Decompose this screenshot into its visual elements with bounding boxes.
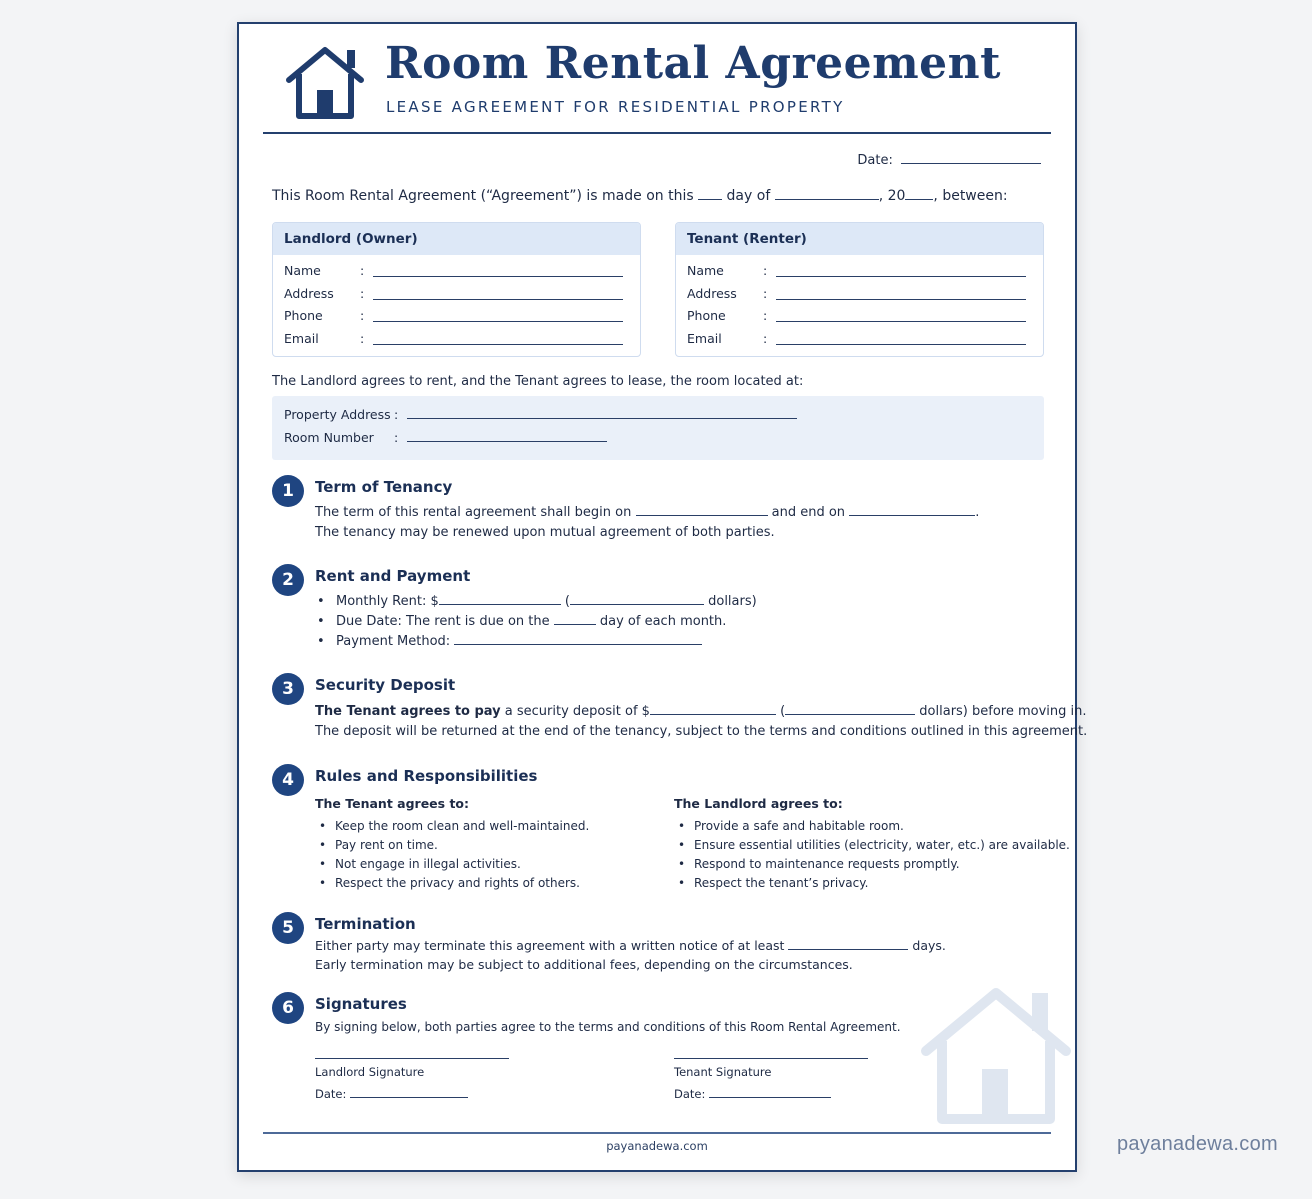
list-item: • Ensure essential utilities (electricity, water, etc.) are available. — [674, 836, 1070, 855]
day-field[interactable] — [698, 188, 722, 200]
tenant-signature-block — [674, 1058, 868, 1101]
tenant-date-label: Date: — [674, 1087, 706, 1101]
intro-text-4: , between: — [933, 188, 1008, 204]
colon: : — [394, 430, 399, 445]
room-number-row — [284, 430, 399, 445]
section-termination — [272, 912, 1052, 972]
section-rules — [272, 764, 1070, 904]
payment-method-label: Payment Method: — [336, 634, 451, 649]
landlord-phone-field[interactable] — [373, 321, 623, 322]
deposit-bold-text: The Tenant agrees to pay — [315, 704, 501, 719]
termination-text-2: days. — [912, 938, 946, 953]
list-item: • Pay rent on time. — [315, 836, 589, 855]
field-label: Address — [284, 285, 334, 301]
tenant-signature-label: Tenant Signature — [674, 1065, 772, 1079]
landlord-name-field[interactable] — [373, 276, 623, 277]
section-title: Termination — [315, 915, 416, 933]
landlord-email-field[interactable] — [373, 344, 623, 345]
rent-text-2: ( — [564, 594, 570, 609]
notice-days-field[interactable] — [788, 938, 908, 950]
agreement-sheet — [237, 22, 1088, 1172]
document-title: Room Rental Agreement — [385, 38, 1001, 89]
section-deposit — [272, 673, 1088, 743]
term-text-1: The term of this rental agreement shall begin on — [315, 505, 632, 520]
landlord-duties-heading: The Landlord agrees to: — [674, 796, 843, 811]
section-body — [315, 936, 946, 974]
landlord-address-row — [273, 281, 640, 304]
rent-amount-field[interactable] — [439, 593, 561, 605]
footer-url: payanadewa.com — [606, 1139, 708, 1153]
section-number-badge: 5 — [272, 912, 304, 944]
due-text-1: Due Date: The rent is due on the — [336, 614, 550, 629]
rent-list — [315, 592, 757, 652]
field-label: Phone — [687, 308, 726, 323]
section-title: Term of Tenancy — [315, 478, 453, 496]
termination-fees-text: Early termination may be subject to additional fees, depending on the circumstances. — [315, 957, 853, 972]
colon: : — [763, 285, 768, 301]
colon: : — [394, 407, 399, 422]
intro-sentence — [272, 188, 1008, 204]
colon: : — [763, 330, 768, 346]
house-watermark-icon — [920, 985, 1072, 1125]
landlord-duties-list — [674, 817, 1070, 893]
date-label: Date: — [857, 153, 893, 168]
deposit-return-text: The deposit will be returned at the end of the tenancy, subject to the terms and conditions outlined in this agreement. — [315, 724, 1088, 739]
list-item: • Respect the privacy and rights of others. — [315, 874, 589, 893]
tenant-duties-list — [315, 817, 589, 893]
tenant-signature-line[interactable] — [674, 1058, 868, 1059]
list-item — [315, 632, 757, 652]
section-title: Signatures — [315, 995, 407, 1013]
colon: : — [763, 308, 768, 323]
tenant-date-field[interactable] — [709, 1086, 831, 1098]
landlord-title: Landlord (Owner) — [273, 223, 640, 255]
brand-watermark: payanadewa.com — [1117, 1133, 1278, 1155]
list-item — [315, 592, 757, 612]
date-field[interactable] — [901, 152, 1041, 164]
due-day-field[interactable] — [554, 613, 596, 625]
tenant-name-row — [676, 258, 1043, 281]
list-item: • Not engage in illegal activities. — [315, 855, 589, 874]
room-number-field[interactable] — [407, 441, 607, 442]
intro-text-2: day of — [726, 188, 771, 204]
property-address-field[interactable] — [407, 418, 797, 419]
landlord-duties-column — [674, 796, 1070, 893]
deposit-text-3: dollars) before moving in. — [919, 704, 1087, 719]
section-number-badge: 2 — [272, 564, 304, 596]
footer-divider — [263, 1132, 1051, 1134]
landlord-signature-block — [315, 1058, 509, 1101]
landlord-date-field[interactable] — [350, 1086, 468, 1098]
section-body — [315, 702, 1087, 742]
end-date-field[interactable] — [849, 504, 975, 516]
section-number-badge: 4 — [272, 764, 304, 796]
property-address-label: Property Address — [284, 407, 391, 422]
rent-text-1: Monthly Rent: $ — [336, 594, 439, 609]
colon: : — [763, 263, 768, 278]
room-number-label: Room Number — [284, 430, 374, 445]
term-text-2: and end on — [771, 505, 846, 520]
payment-method-field[interactable] — [454, 633, 702, 645]
intro-text-3: , 20 — [878, 188, 906, 204]
tenant-email-field[interactable] — [776, 344, 1026, 345]
field-label: Name — [284, 263, 321, 278]
rent-text-3: dollars) — [708, 594, 757, 609]
month-field[interactable] — [775, 188, 879, 200]
section-title: Rules and Responsibilities — [315, 767, 538, 785]
field-label: Email — [687, 330, 722, 346]
list-item — [315, 612, 757, 632]
landlord-name-row — [273, 258, 640, 281]
landlord-phone-row — [273, 303, 640, 326]
list-item: • Respect the tenant’s privacy. — [674, 874, 1070, 893]
tenant-name-field[interactable] — [776, 276, 1026, 277]
tenant-box — [675, 222, 1044, 357]
tenant-phone-row — [676, 303, 1043, 326]
term-text-3: . — [975, 505, 980, 520]
tenant-duties-column — [315, 796, 589, 893]
field-label: Email — [284, 330, 319, 346]
list-item: • Keep the room clean and well-maintained. — [315, 817, 589, 836]
property-address-row — [284, 407, 399, 422]
section-title: Rent and Payment — [315, 567, 471, 585]
deposit-amount-field[interactable] — [650, 703, 776, 715]
house-icon — [283, 44, 367, 120]
termination-text-1: Either party may terminate this agreement with a written notice of at least — [315, 938, 785, 953]
colon: : — [360, 308, 365, 323]
deposit-text-1: a security deposit of $ — [500, 704, 650, 719]
start-date-field[interactable] — [636, 504, 768, 516]
tenant-duties-heading: The Tenant agrees to: — [315, 796, 470, 811]
landlord-address-field[interactable] — [373, 299, 623, 300]
tenant-email-row — [676, 326, 1043, 349]
date-row — [857, 152, 1041, 168]
header — [239, 24, 1075, 136]
list-item: • Provide a safe and habitable room. — [674, 817, 1070, 836]
field-label: Address — [687, 285, 737, 301]
field-label: Phone — [284, 308, 323, 323]
section-number-badge: 6 — [272, 992, 304, 1024]
section-rent — [272, 564, 1052, 654]
deposit-words-field[interactable] — [785, 703, 915, 715]
term-renewal-text: The tenancy may be renewed upon mutual agreement of both parties. — [315, 525, 775, 540]
colon: : — [360, 263, 365, 278]
colon: : — [360, 285, 365, 301]
section-number-badge: 3 — [272, 673, 304, 705]
landlord-signature-label: Landlord Signature — [315, 1065, 425, 1079]
tenant-address-field[interactable] — [776, 299, 1026, 300]
tenant-address-row — [676, 281, 1043, 304]
colon: : — [360, 330, 365, 346]
year-field[interactable] — [905, 188, 933, 200]
signature-intro: By signing below, both parties agree to the terms and conditions of this Room Rental Agreement. — [315, 1020, 901, 1034]
section-body — [315, 503, 979, 543]
due-text-2: day of each month. — [599, 614, 727, 629]
document-subtitle: LEASE AGREEMENT FOR RESIDENTIAL PROPERTY — [386, 98, 845, 116]
lease-intro: The Landlord agrees to rent, and the Tenant agrees to lease, the room located at: — [272, 374, 804, 389]
property-box — [272, 396, 1044, 460]
tenant-phone-field[interactable] — [776, 321, 1026, 322]
section-term — [272, 475, 1052, 545]
field-label: Name — [687, 263, 724, 278]
header-divider — [263, 132, 1051, 134]
landlord-email-row — [273, 326, 640, 349]
deposit-text-2: ( — [780, 704, 786, 719]
landlord-box — [272, 222, 641, 357]
section-title: Security Deposit — [315, 676, 456, 694]
intro-text-1: This Room Rental Agreement (“Agreement”) is made on this — [272, 188, 694, 204]
landlord-signature-line[interactable] — [315, 1058, 509, 1059]
section-number-badge: 1 — [272, 475, 304, 507]
rent-words-field[interactable] — [570, 593, 704, 605]
tenant-title: Tenant (Renter) — [676, 223, 1043, 255]
landlord-date-label: Date: — [315, 1087, 347, 1101]
list-item: • Respond to maintenance requests promptly. — [674, 855, 1070, 874]
